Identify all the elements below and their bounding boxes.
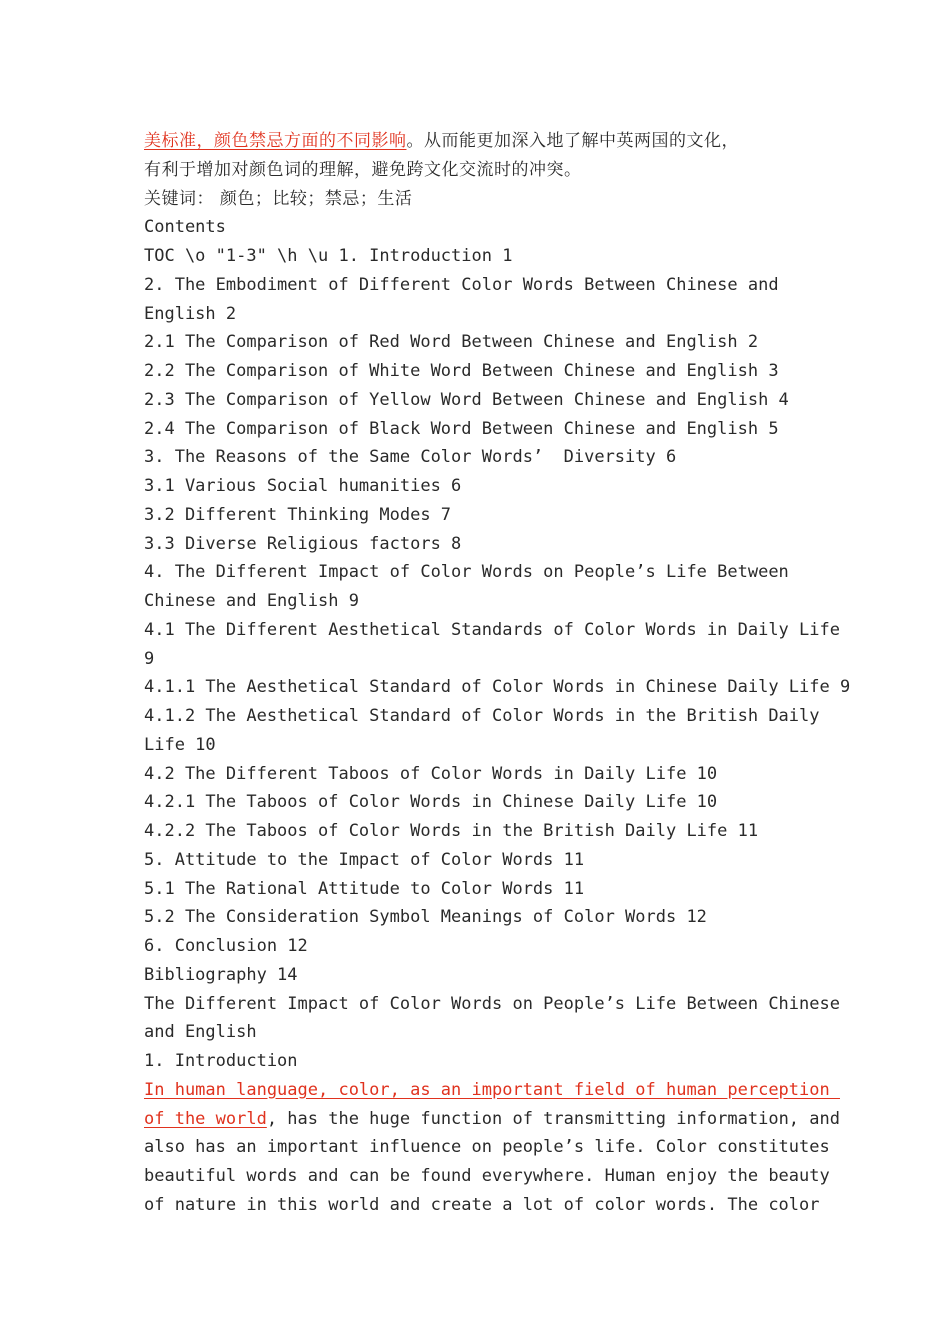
contents-heading: Contents xyxy=(144,217,226,238)
toc-entry: 4.1 The Different Aesthetical Standards of Color Words in Daily Life xyxy=(144,619,840,640)
toc-entry: 9 xyxy=(144,648,155,669)
toc-entry: 3.3 Diverse Religious factors 8 xyxy=(144,533,462,554)
abstract-line-1 xyxy=(144,127,814,156)
abstract-highlight: 美标准，颜色禁忌方面的不同影响 xyxy=(144,131,407,151)
intro-highlight-1: In human language, color, as an important field of human perception xyxy=(144,1079,840,1100)
toc-entry: 5. Attitude to the Impact of Color Words 11 xyxy=(144,849,585,870)
toc-entry: 3.2 Different Thinking Modes 7 xyxy=(144,504,452,525)
toc-entry: 5.2 The Consideration Symbol Meanings of Color Words 12 xyxy=(144,907,707,928)
intro-line-2-rest: , has the huge function of transmitting information, and xyxy=(266,1108,840,1129)
toc-entry: 6. Conclusion 12 xyxy=(144,936,308,956)
toc-entry: 2.3 The Comparison of Yellow Word Between Chinese and English 4 xyxy=(144,389,789,410)
intro-line-4: beautiful words and can be found everywhere. Human enjoy the beauty xyxy=(144,1166,830,1186)
intro-line-2 xyxy=(144,1105,840,1134)
intro-line-1 xyxy=(144,1076,840,1105)
toc-entry: 2.1 The Comparison of Red Word Between Chinese and English 2 xyxy=(144,332,759,353)
abstract-line-1-rest: 。从而能更加深入地了解中英两国的文化， xyxy=(406,131,739,151)
toc-entry: 4. The Different Impact of Color Words on People’s Life Between xyxy=(144,562,789,583)
paper-title-line-2: and English xyxy=(144,1022,257,1043)
toc-entry: 2.2 The Comparison of White Word Between Chinese and English 3 xyxy=(144,361,779,381)
intro-heading: 1. Introduction xyxy=(144,1051,298,1071)
toc-entry: 2. The Embodiment of Different Color Words Between Chinese and xyxy=(144,274,779,295)
toc-entry: Chinese and English 9 xyxy=(144,591,359,611)
toc-entry: English 2 xyxy=(144,303,237,324)
toc-entry: 4.2 The Different Taboos of Color Words in Daily Life 10 xyxy=(144,763,718,784)
toc-entry: Bibliography 14 xyxy=(144,964,298,985)
paper-title-line-1: The Different Impact of Color Words on People’s Life Between Chinese xyxy=(144,993,840,1014)
toc-entry: 4.2.1 The Taboos of Color Words in Chinese Daily Life 10 xyxy=(144,792,718,813)
toc-entry: 4.1.1 The Aesthetical Standard of Color Words in Chinese Daily Life 9 xyxy=(144,677,851,698)
intro-highlight-2: of the world xyxy=(144,1108,267,1129)
intro-paragraph xyxy=(144,1076,840,1220)
abstract-line-2: 有利于增加对颜色词的理解，避免跨文化交流时的冲突。 xyxy=(144,159,582,180)
toc-entry: Life 10 xyxy=(144,734,216,755)
toc-entry: 4.2.2 The Taboos of Color Words in the British Daily Life 11 xyxy=(144,821,759,841)
toc-entry: TOC \o "1-3" \h \u 1. Introduction 1 xyxy=(144,246,513,266)
keywords: 关键词： 颜色；比较；禁忌；生活 xyxy=(144,188,413,209)
toc-entry: 3.1 Various Social humanities 6 xyxy=(144,476,462,496)
intro-line-5: of nature in this world and create a lot of color words. The color xyxy=(144,1194,820,1215)
table-of-contents xyxy=(144,242,851,990)
toc-entry: 2.4 The Comparison of Black Word Between Chinese and English 5 xyxy=(144,418,779,439)
toc-entry: 3. The Reasons of the Same Color Words’ Diversity 6 xyxy=(144,447,677,468)
document-body xyxy=(144,127,851,1220)
intro-line-3: also has an important influence on people’s life. Color constitutes xyxy=(144,1137,830,1158)
toc-entry: 5.1 The Rational Attitude to Color Words 11 xyxy=(144,878,585,899)
toc-entry: 4.1.2 The Aesthetical Standard of Color Words in the British Daily xyxy=(144,706,820,726)
